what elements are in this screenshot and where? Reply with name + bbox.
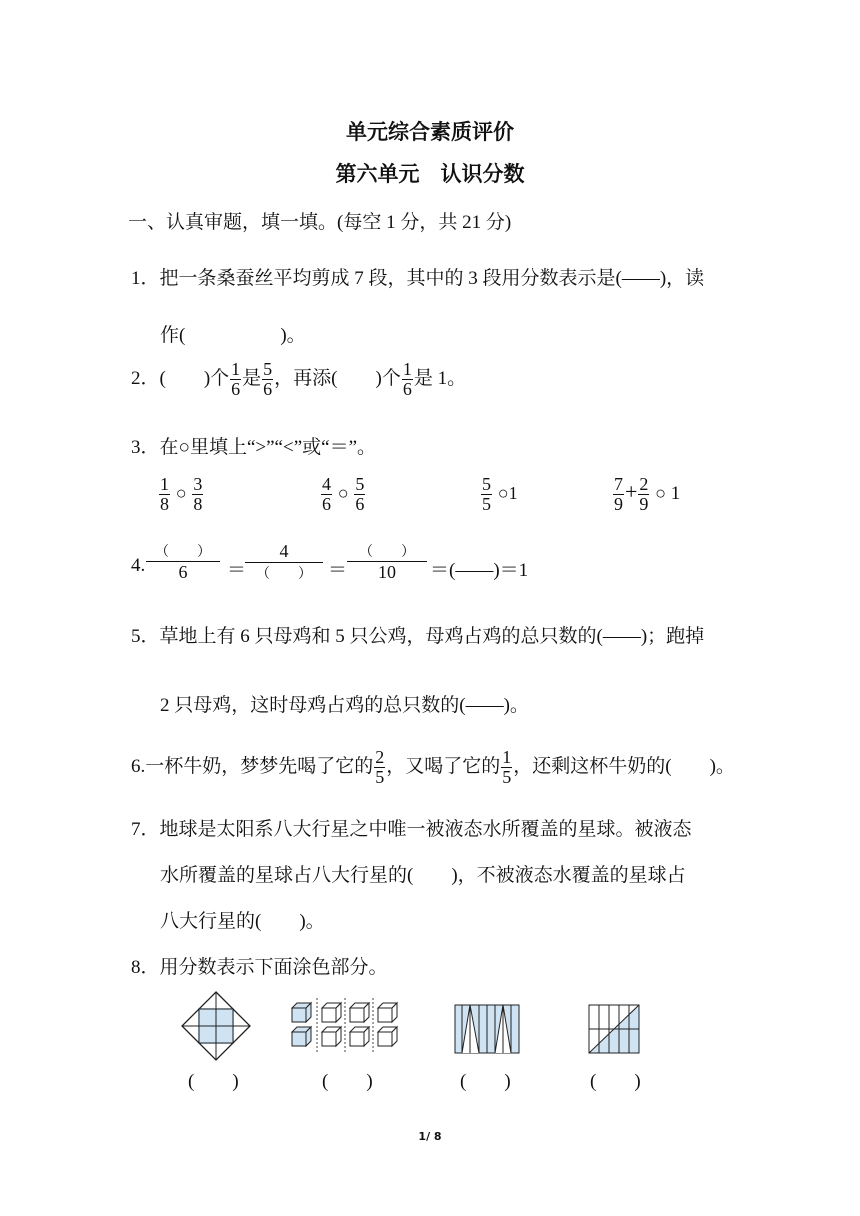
q1-line2: 作( )。 — [160, 325, 306, 346]
q2-text-4: 是 1。 — [413, 367, 467, 389]
page-title: 单元综合素质评价 — [346, 120, 514, 144]
q8-answer-blank-4: ( ) — [590, 1071, 641, 1092]
q2-text-3: ，再添( )个 — [274, 367, 401, 389]
compare-circle-icon: ○ — [175, 482, 187, 503]
q7-line3: 八大行星的( )。 — [160, 911, 325, 932]
q3-item-3: $\frac{5}{5}$ ○1 — [482, 474, 518, 514]
q6-fraction-1: $\frac{2}{5}$ — [375, 747, 385, 787]
q6: 6.一杯牛奶，梦梦先喝了它的 $\frac{2}{5}$ ，又喝了它的 $\frac{1}{5}$ ，还剩这杯牛奶的( )。 — [131, 747, 735, 787]
q3-item-2: $\frac{4}{6}$ ○ $\frac{5}{6}$ — [322, 474, 365, 514]
q4-fraction-2: 4 （ ） — [245, 541, 323, 583]
q7-line1: 7．地球是太阳系八大行星之中唯一被液态水所覆盖的星球。被液态 — [131, 819, 692, 840]
q3-item-1: $\frac{1}{8}$ ○ $\frac{3}{8}$ — [160, 474, 203, 514]
figure-rectangle-triangles — [454, 1004, 520, 1054]
section-heading: 一、认真审题，填一填。(每空 1 分，共 21 分) — [128, 212, 512, 233]
q8-answer-blank-2: ( ) — [322, 1071, 373, 1092]
q8-instruction: 8．用分数表示下面涂色部分。 — [131, 957, 388, 978]
q4-tail: ＝(――)＝1 — [430, 560, 529, 581]
figure-cubes — [288, 996, 404, 1056]
q7-line2: 水所覆盖的星球占八大行星的( )，不被液态水覆盖的星球占 — [160, 865, 686, 886]
figure-diamond — [180, 990, 252, 1062]
q4-equals-1: ＝ — [227, 560, 247, 581]
page-number: 1/ 8 — [418, 1130, 442, 1143]
q5-line1: 5．草地上有 6 只母鸡和 5 只公鸡，母鸡占鸡的总只数的(――)；跑掉 — [131, 626, 705, 647]
q3-instruction: 3．在○里填上“>”“<”或“＝”。 — [131, 437, 377, 458]
q1-line1: 1．把一条桑蚕丝平均剪成 7 段，其中的 3 段用分数表示是(――)，读 — [131, 268, 705, 289]
compare-circle-icon: ○ — [655, 482, 667, 503]
q8-answer-blank-3: ( ) — [460, 1071, 511, 1092]
q4-fraction-1: （ ） 6 — [146, 541, 220, 583]
figure-grid-diagonal — [588, 1004, 640, 1054]
q8-answer-blank-1: ( ) — [188, 1071, 239, 1092]
q4-fraction-3: （ ） 10 — [347, 541, 427, 583]
q2 — [131, 360, 466, 399]
q6-fraction-2: $\frac{1}{5}$ — [502, 747, 512, 787]
compare-circle-icon: ○ — [337, 482, 349, 503]
q2-fraction-3: $\frac{1}{6}$ — [402, 359, 412, 399]
q2-text-1: 2．( )个 — [131, 367, 230, 389]
q2-fraction-2: $\frac{5}{6}$ — [263, 359, 273, 399]
q4-label: 4. — [131, 555, 146, 576]
q2-text-2: 是 — [242, 367, 262, 389]
q3-item-4: $\frac{7}{9}$ + $\frac{2}{9}$ ○ 1 — [614, 474, 681, 514]
compare-circle-icon: ○1 — [497, 482, 518, 503]
q2-fraction-1: $\frac{1}{6}$ — [231, 359, 241, 399]
page-subtitle: 第六单元 认识分数 — [335, 162, 525, 186]
q4-equals-2: ＝ — [328, 560, 348, 581]
q5-line2: 2 只母鸡，这时母鸡占鸡的总只数的(――)。 — [160, 695, 529, 716]
